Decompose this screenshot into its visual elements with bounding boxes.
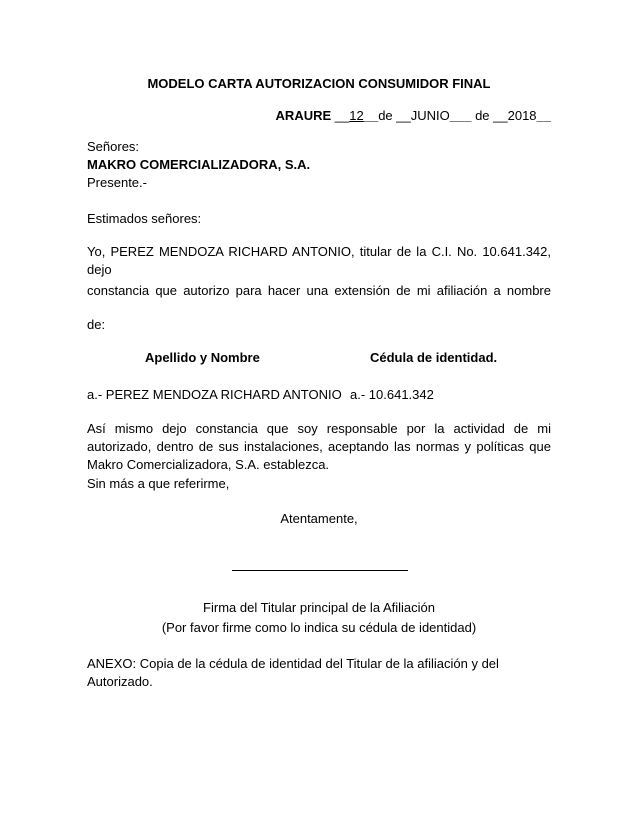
table-header-name: Apellido y Nombre	[145, 350, 260, 365]
date-gap-3: ___	[449, 108, 472, 123]
closing-line: Sin más a que referirme,	[87, 476, 230, 491]
date-line	[87, 107, 551, 125]
responsibility-line-2: autorizado, dentro de sus instalaciones, aceptando las normas y políticas que	[87, 439, 551, 454]
date-gap-2: __	[363, 108, 379, 123]
company-name: MAKRO COMERCIALIZADORA, S.A.	[87, 157, 311, 172]
date-month: JUNIO	[410, 108, 450, 123]
annex-line-2: Autorizado.	[87, 674, 153, 689]
date-city: ARAURE	[275, 108, 332, 123]
annex-line-1: ANEXO: Copia de la cédula de identidad del Titular de la afiliación y del	[87, 656, 499, 671]
signature-line	[232, 570, 408, 571]
date-day: 12	[349, 108, 364, 123]
greeting: Estimados señores:	[87, 211, 202, 226]
table-row-name: a.- PEREZ MENDOZA RICHARD ANTONIO	[87, 387, 342, 402]
body-line-2: constancia que autorizo para hacer una extensión de mi afiliación a nombre	[87, 283, 551, 298]
signature-caption: Firma del Titular principal de la Afiliación	[203, 600, 435, 615]
body-line-1: Yo, PEREZ MENDOZA RICHARD ANTONIO, titular de la C.I. No. 10.641.342, dejo	[87, 244, 551, 277]
presente: Presente.-	[87, 175, 147, 190]
table-header-id: Cédula de identidad.	[370, 350, 498, 365]
responsibility-line-1: Así mismo dejo constancia que soy responsable por la actividad de mi	[87, 421, 551, 436]
date-gap-1: __	[334, 108, 350, 123]
date-year: 2018	[507, 108, 537, 123]
body-line-3: de:	[87, 317, 106, 332]
signature-note: (Por favor firme como lo indica su cédula de identidad)	[161, 620, 477, 635]
salutation: Señores:	[87, 139, 140, 154]
date-de-2: de __	[471, 108, 508, 123]
date-gap-4: __	[536, 108, 551, 123]
letter-title: MODELO CARTA AUTORIZACION CONSUMIDOR FINAL	[147, 76, 491, 91]
table-row-id: a.- 10.641.342	[350, 387, 434, 402]
sign-off: Atentamente,	[280, 511, 358, 526]
responsibility-line-3: Makro Comercializadora, S.A. establezca.	[87, 457, 330, 472]
date-de-1: de __	[378, 108, 411, 123]
